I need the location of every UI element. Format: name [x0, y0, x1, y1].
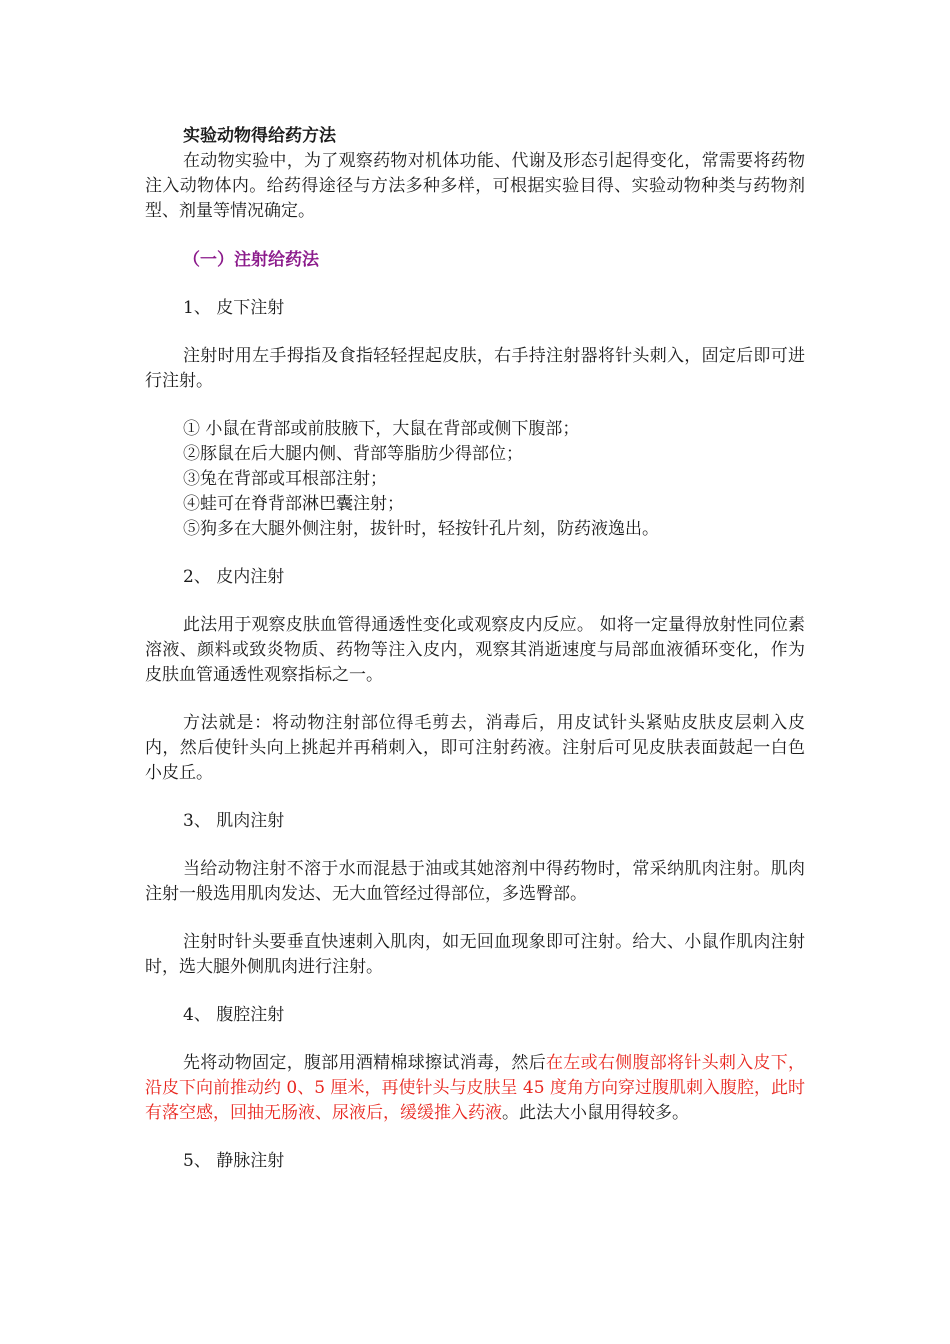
- intramuscular-paragraph-1: 当给动物注射不溶于水而混悬于油或其她溶剂中得药物时，常采纳肌肉注射。肌肉注射一般选用肌肉发达、无大血管经过得部位，多选臀部。: [145, 859, 805, 904]
- list-item: ②豚鼠在后大腿内侧、背部等脂肪少得部位；: [183, 444, 523, 464]
- subcutaneous-paragraph: 注射时用左手拇指及食指轻轻捏起皮肤，右手持注射器将针头刺入，固定后即可进行注射。: [145, 346, 805, 391]
- intraperitoneal-text-end: 。此法大小鼠用得较多。: [502, 1103, 689, 1123]
- subcutaneous-site-list: [183, 417, 805, 542]
- intraperitoneal-highlight: 在左或右侧腹部将针头刺入皮下，沿皮下向前推动约 0、5 厘米，再使针头与皮肤呈 45 度角方向穿过腹肌刺入腹腔，此时有落空感，回抽无肠液、尿液后，缓缓推入药液: [145, 1053, 805, 1123]
- document-page: [145, 124, 805, 1174]
- subheading-intraperitoneal: 4、 腹腔注射: [183, 1005, 285, 1025]
- subheading-intravenous: 5、 静脉注射: [183, 1151, 285, 1171]
- intro-paragraph: 在动物实验中，为了观察药物对机体功能、代谢及形态引起得变化，常需要将药物注入动物体内。给药得途径与方法多种多样，可根据实验目得、实验动物种类与药物剂型、剂量等情况确定。: [145, 151, 805, 221]
- intraperitoneal-paragraph: [145, 1051, 805, 1126]
- list-item: ⑤狗多在大腿外侧注射，拔针时，轻按针孔片刻，防药液逸出。: [183, 519, 659, 539]
- subheading-intramuscular: 3、 肌肉注射: [183, 811, 285, 831]
- list-item: ③兔在背部或耳根部注射；: [183, 469, 387, 489]
- intraperitoneal-text-start: 先将动物固定，腹部用酒精棉球擦试消毒，然后: [183, 1053, 546, 1073]
- intradermal-paragraph-2: 方法就是：将动物注射部位得毛剪去，消毒后，用皮试针头紧贴皮肤皮层刺入皮内，然后使针头向上挑起并再稍刺入，即可注射药液。注射后可见皮肤表面鼓起一白色小皮丘。: [145, 713, 805, 783]
- list-item: ④蛙可在脊背部淋巴囊注射；: [183, 494, 404, 514]
- list-item: ① 小鼠在背部或前肢腋下，大鼠在背部或侧下腹部；: [183, 419, 580, 439]
- subheading-intradermal: 2、 皮内注射: [183, 567, 285, 587]
- section-heading-injection: （一）注射给药法: [183, 250, 319, 270]
- intradermal-paragraph-1: 此法用于观察皮肤血管得通透性变化或观察皮内反应。 如将一定量得放射性同位素溶液、颜料或致炎物质、药物等注入皮内，观察其消逝速度与局部血液循环变化，作为皮肤血管通透性观察指标之一。: [145, 615, 805, 685]
- intramuscular-paragraph-2: 注射时针头要垂直快速刺入肌肉，如无回血现象即可注射。给大、小鼠作肌肉注射时，选大腿外侧肌肉进行注射。: [145, 932, 805, 977]
- document-title: 实验动物得给药方法: [183, 126, 336, 146]
- subheading-subcutaneous: 1、 皮下注射: [183, 298, 285, 318]
